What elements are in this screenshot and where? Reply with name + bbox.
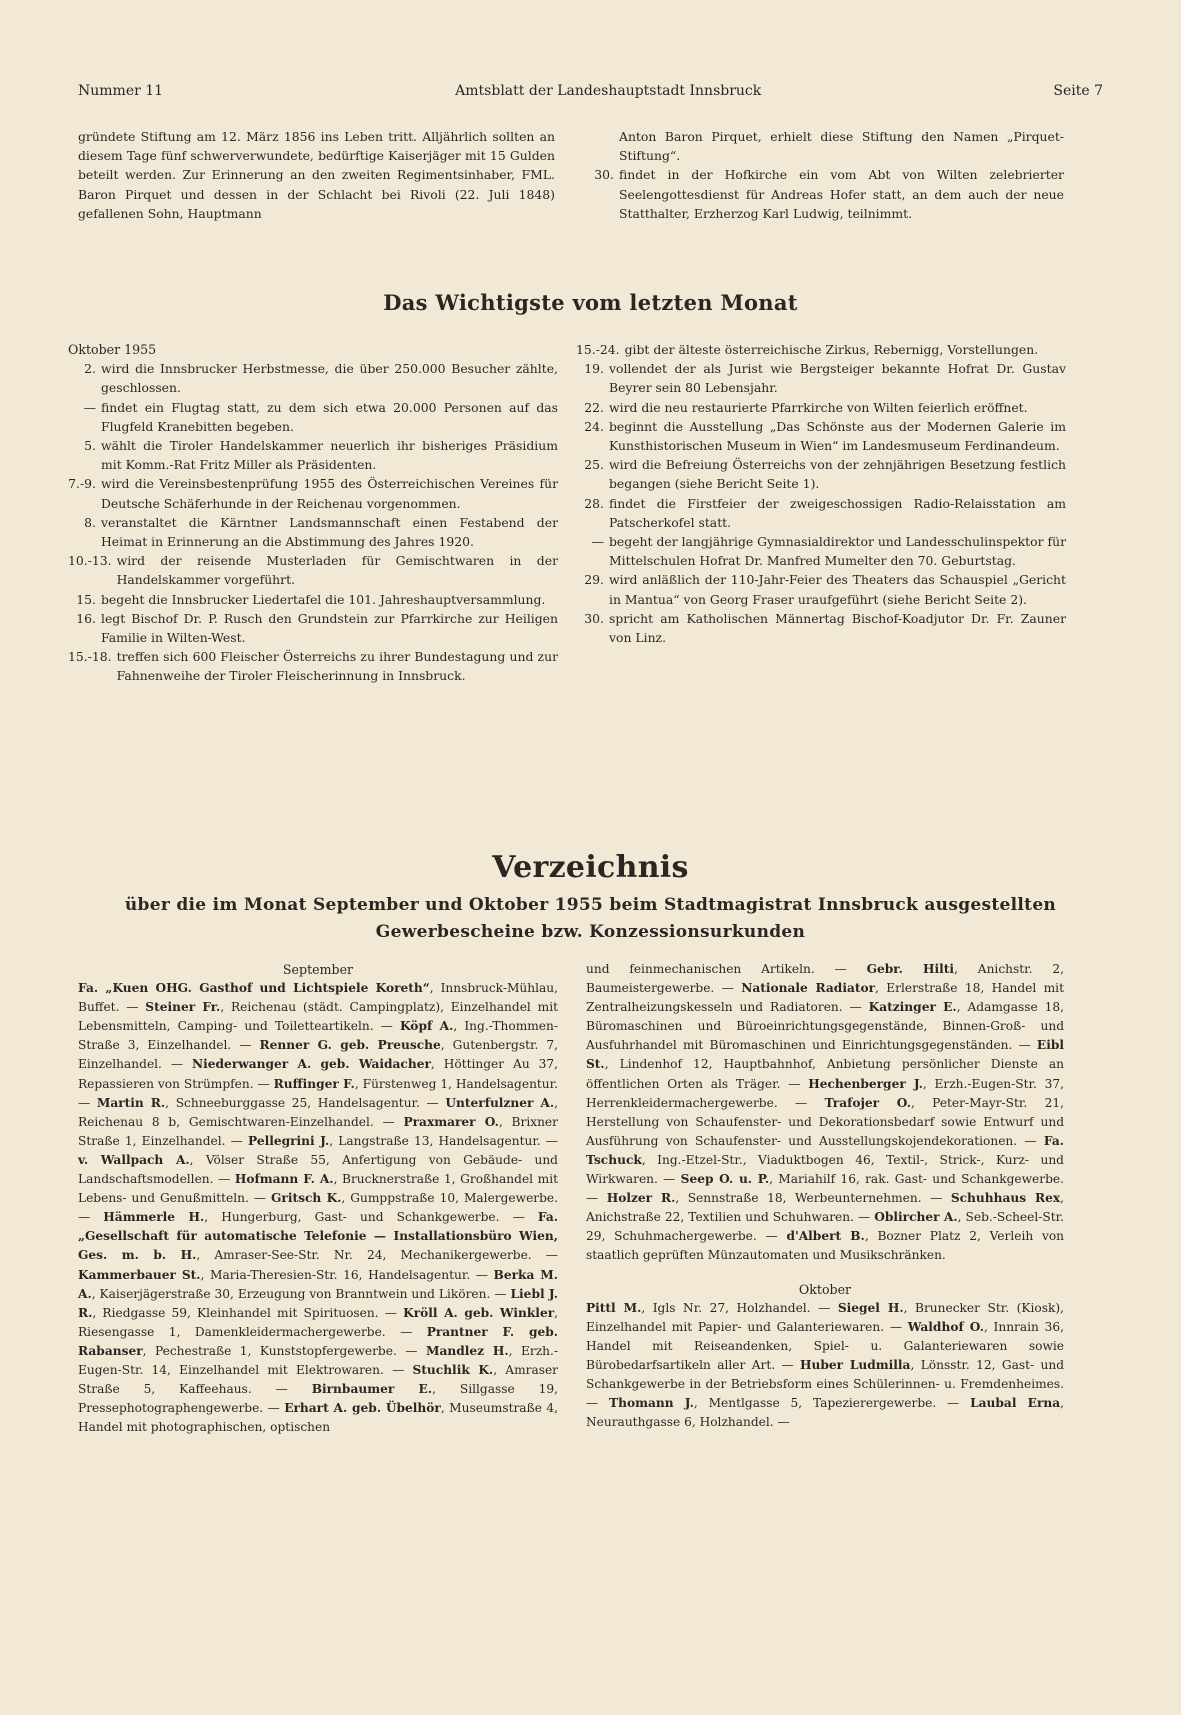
license-details: , Riesengasse 1, Damenkleidermachergewerbe. — — [78, 1305, 558, 1339]
wichtigste-left-column — [68, 340, 558, 686]
event-date: 19. — [584, 361, 604, 377]
event-date: 15.-18. — [68, 649, 112, 665]
event-date: 22. — [584, 399, 604, 415]
license-holder-name: Gebr. Hilti — [866, 962, 955, 976]
event-entry — [68, 513, 558, 551]
license-holder-name: Niederwanger A. geb. Waidacher — [192, 1057, 431, 1072]
event-date: 24. — [584, 418, 604, 434]
license-details: , Seb.-Scheel-Str. 29, Schuhmachergewerbe. — — [586, 1210, 1064, 1244]
event-entry — [68, 436, 558, 474]
event-date: 7.-9. — [68, 476, 96, 492]
event-text: wird anläßlich der 110-Jahr-Feier des Theaters das Schauspiel „Gericht in Mantua“ von Georg Fraser uraufgeführt (siehe Bericht Seite 2). — [609, 572, 1066, 607]
event-entry — [576, 359, 1066, 397]
license-holder-name: Hämmerle H. — [103, 1210, 205, 1225]
license-details: , Innrain 36, Handel mit Reiseandenken, Spiel- u. Galanteriewaren sowie Bürobedarfsartikeln aller Art. — — [586, 1319, 1065, 1372]
september-list-left — [78, 979, 558, 1437]
event-entry — [68, 609, 558, 647]
event-text: legt Bischof Dr. P. Rusch den Grundstein zur Pfarrkirche zur Heiligen Familie in Wilten-West. — [101, 610, 558, 646]
license-holder-name: d'Albert B. — [786, 1229, 865, 1244]
license-holder-name: Unterfulzner A. — [445, 1095, 555, 1110]
license-holder-name: Köpf A. — [399, 1019, 454, 1034]
intro-left-column — [78, 127, 555, 223]
license-holder-name: Oblircher A. — [874, 1210, 958, 1225]
event-entry — [576, 609, 1066, 647]
event-entry — [576, 570, 1066, 608]
license-holder-name: Liebl J. R. — [78, 1286, 558, 1320]
license-details: , Amraser Straße 5, Kaffeehaus. — — [78, 1362, 559, 1397]
license-details: , Innsbruck-Mühlau, Buffet. — — [78, 981, 559, 1015]
page-header — [78, 80, 1103, 102]
license-holder-name: Laubal Erna — [970, 1396, 1061, 1411]
page-number: Seite 7 — [1053, 83, 1103, 99]
event-text: findet ein Flugtag statt, zu dem sich etwa 20.000 Personen auf das Flugfeld Kranebitten begeben. — [101, 399, 558, 434]
event-entry — [68, 590, 558, 609]
event-text: wird die Innsbrucker Herbstmesse, die über 250.000 Besucher zählte, geschlossen. — [101, 361, 558, 396]
license-holder-name: Thomann J. — [609, 1396, 694, 1411]
event-date: 30. — [584, 610, 604, 626]
event-text: veranstaltet die Kärntner Landsmannschaft einen Festabend der Heimat in Erinnerung an die Abstimmung des Jahres 1920. — [101, 514, 558, 550]
license-details: , Ing.-Etzel-Str., Viaduktbogen 46, Textil-, Strick-, Kurz- und Wirkwaren. — — [586, 1152, 1064, 1187]
license-details: , Reichenau (städt. Campingplatz), Einzelhandel mit Lebensmitteln, Camping- und Toiletteartikeln. — — [78, 1000, 558, 1034]
license-details: , Schneeburggasse 25, Handelsagentur. — — [165, 1095, 446, 1110]
event-text: findet die Firstfeier der zweigeschossigen Radio-Relaisstation am Patscherkofel statt. — [609, 495, 1066, 530]
event-date: 29. — [584, 572, 604, 588]
license-details: , Bozner Platz 2, Verleih von staatlich geprüften Münzautomaten und Musikschränken. — [586, 1229, 1065, 1263]
license-details: , Riedgasse 59, Kleinhandel mit Spirituosen. — — [92, 1305, 404, 1320]
license-holder-name: Kröll A. geb. Winkler — [403, 1305, 555, 1320]
license-holder-name: Ruffinger F. — [273, 1076, 355, 1091]
license-holder-name: Hofmann F. A. — [234, 1172, 334, 1187]
license-holder-name: Fa. „Kuen OHG. Gasthof und Lichtspiele Koreth“ — [78, 981, 430, 996]
event-date: 16. — [76, 610, 96, 626]
wichtigste-left-list — [68, 359, 558, 685]
license-details: , Erzh.-Eugen-Str. 14, Einzelhandel mit Elektrowaren. — — [78, 1343, 559, 1377]
license-holder-name: Gritsch K. — [271, 1191, 342, 1206]
license-holder-name: Renner G. geb. Preusche — [259, 1038, 441, 1053]
event-date: 28. — [584, 495, 604, 511]
event-entry — [576, 532, 1066, 570]
license-details: , Hungerburg, Gast- und Schankgewerbe. — — [204, 1210, 538, 1225]
license-details: , Brixner Straße 1, Einzelhandel. — — [78, 1114, 558, 1148]
section-title-verzeichnis: Verzeichnis — [492, 850, 689, 885]
event-text: begeht der langjährige Gymnasialdirektor und Landesschulinspektor für Mittelschulen Hofrat Dr. Manfred Mumelter den 70. Geburtstag. — [609, 534, 1066, 569]
wichtigste-right-column — [576, 340, 1066, 647]
license-details: , Erzh.-Eugen-Str. 37, Herrenkleidermachergewerbe. — — [586, 1076, 1064, 1110]
license-holder-name: Waldhof O. — [907, 1319, 984, 1334]
license-holder-name: Pellegrini J. — [248, 1133, 330, 1148]
license-holder-name: Praxmarer O. — [403, 1114, 499, 1129]
license-holder-name: Pittl M. — [586, 1300, 642, 1315]
intro-right-text-1: Anton Baron Pirquet, erhielt diese Stiftung den Namen „Pirquet-Stiftung“. — [619, 129, 1064, 164]
license-details: , Peter-Mayr-Str. 21, Herstellung von Schaufenster- und Dekorationsbedarf sowie Entwurf und Ausführung von Schaufenster- und Ausstellungskojendekorationen. — — [586, 1095, 1065, 1148]
event-entry — [68, 551, 558, 589]
license-holder-name: Trafojer O. — [824, 1095, 911, 1110]
event-date: — — [83, 399, 96, 415]
event-entry — [68, 474, 558, 512]
license-holder-name: Martin R. — [96, 1095, 166, 1110]
license-holder-name: Fa. „Gesellschaft für automatische Telefonie — Installationsbüro Wien, Ges. m. b. H. — [78, 1210, 559, 1263]
oktober-heading: Oktober — [798, 1281, 852, 1297]
event-text: vollendet der als Jurist wie Bergsteiger bekannte Hofrat Dr. Gustav Beyrer sein 80 Lebensjahr. — [609, 361, 1066, 396]
event-date: — — [591, 534, 604, 550]
event-text: wird der reisende Musterladen für Gemischtwaren in der Handelskammer vorgeführt. — [116, 553, 558, 588]
license-details: , Gumppstraße 10, Malergewerbe. — — [78, 1191, 558, 1225]
publication-title: Amtsblatt der Landeshauptstadt Innsbruck — [455, 83, 762, 99]
license-details: , Erlerstraße 18, Handel mit Zentralheizungskesseln und Radiatoren. — — [586, 981, 1064, 1015]
license-holder-name: Holzer R. — [606, 1191, 676, 1206]
license-details: , Mentlgasse 5, Tapezierergewerbe. — — [693, 1396, 971, 1411]
license-holder-name: Mandlez H. — [425, 1343, 509, 1358]
event-entry — [68, 647, 558, 685]
intro-right-entry — [586, 165, 1064, 223]
license-holder-name: Fa. Tschuck — [586, 1133, 1064, 1167]
license-details: , Brunecker Str. (Kiosk), Einzelhandel mit Papier- und Galanteriewaren. — — [586, 1300, 1064, 1334]
license-details: , Gutenbergstr. 7, Einzelhandel. — — [78, 1038, 558, 1072]
event-date: 25. — [584, 457, 604, 473]
license-details: , Neurauthgasse 6, Holzhandel. — — [586, 1396, 1064, 1430]
event-date: 15. — [76, 591, 96, 607]
event-entry — [576, 417, 1066, 455]
event-text: begeht die Innsbrucker Liedertafel die 101. Jahreshauptversammlung. — [101, 591, 546, 607]
event-date: 15.-24. — [576, 342, 620, 357]
license-holder-name: Seep O. u. P. — [680, 1172, 770, 1187]
license-details: , Museumstraße 4, Handel mit photographischen, optischen — [78, 1401, 558, 1435]
license-holder-name: Stuchlik K. — [412, 1362, 494, 1377]
event-entry — [68, 398, 558, 436]
section-title-wichtigste: Das Wichtigste vom letzten Monat — [383, 290, 798, 315]
verzeichnis-subtitle-1: über die im Monat September und Oktober 1955 beim Stadtmagistrat Innsbruck ausgestellten — [124, 895, 1057, 915]
license-details: , Höttinger Au 37, Repassieren von Strümpfen. — — [78, 1057, 558, 1091]
license-details: , Fürstenweg 1, Handelsagentur. — — [78, 1076, 559, 1110]
license-holder-name: Berka M. A. — [78, 1267, 559, 1301]
verzeichnis-right-column — [586, 960, 1064, 1432]
license-details: , Völser Straße 55, Anfertigung von Gebäude- und Landschaftsmodellen. — — [78, 1152, 558, 1187]
verzeichnis-left-column — [78, 960, 558, 1437]
license-details: , Ing.-Thommen-Straße 3, Einzelhandel. — — [78, 1019, 558, 1053]
license-holder-name: Birnbaumer E. — [311, 1382, 433, 1397]
wichtigste-right-list — [576, 340, 1066, 647]
license-holder-name: Prantner F. geb. Rabanser — [78, 1324, 558, 1358]
license-details: , Brucknerstraße 1, Großhandel mit Lebens- und Genußmitteln. — — [78, 1172, 558, 1206]
event-entry — [576, 455, 1066, 493]
entry-day: 30. — [594, 167, 614, 183]
license-holder-name: Nationale Radiator — [741, 981, 876, 996]
license-details: , Maria-Theresien-Str. 16, Handelsagentur. — — [200, 1267, 494, 1282]
intro-left-text: gründete Stiftung am 12. März 1856 ins Leben tritt. Alljährlich sollten an diesem Tage fünf schwerverwundete, bedürftige Kaiserjäger mit 15 Gulden beteilt werden. Zur Erinnerung an den zweiten Regimentsinhaber, FML. Baron Pirquet und dessen in der Schlacht bei Rivoli (22. Juli 1848) gefallenen Sohn, Hauptmann — [78, 129, 555, 221]
license-holder-name: Schuhhaus Rex — [950, 1191, 1061, 1206]
license-details: , Pechestraße 1, Kunststopfergewerbe. — — [142, 1343, 426, 1358]
oktober-list — [586, 1299, 1064, 1433]
license-holder-name: Eibl St. — [586, 1038, 1064, 1072]
license-details: , Amraser-See-Str. Nr. 24, Mechanikergewerbe. — — [196, 1248, 558, 1263]
license-details: , Anichstraße 22, Textilien und Schuhwaren. — — [586, 1191, 1065, 1225]
event-date: 10.-13. — [68, 553, 112, 569]
license-holder-name: Steiner Fr. — [145, 1000, 221, 1015]
event-text: beginnt die Ausstellung „Das Schönste aus der Modernen Galerie im Kunsthistorischen Museum in Wien“ im Landesmuseum Ferdinandeum. — [609, 418, 1066, 454]
entry-text: findet in der Hofkirche ein vom Abt von Wilten zelebrierter Seelengottesdienst für Andreas Hofer statt, an dem auch der neue Statthalter, Erzherzog Karl Ludwig, teilnimmt. — [619, 167, 1064, 221]
event-text: spricht am Katholischen Männertag Bischof-Koadjutor Dr. Fr. Zauner von Linz. — [609, 610, 1066, 646]
license-details: , Lönsstr. 12, Gast- und Schankgewerbe in der Betriebsform eines Schülerinnen- u. Fremdenheimes. — — [586, 1357, 1064, 1411]
license-holder-name: Kammerbauer St. — [78, 1267, 201, 1282]
license-details: , Reichenau 8 b, Gemischtwaren-Einzelhandel. — — [78, 1095, 558, 1129]
license-details: , Kaiserjägerstraße 30, Erzeugung von Branntwein und Likören. — — [91, 1286, 511, 1301]
event-date: 8. — [84, 514, 96, 530]
license-holder-name: Erhart A. geb. Übelhör — [284, 1401, 441, 1416]
event-date: 5. — [84, 438, 96, 454]
license-holder-name: Katzinger E. — [868, 1000, 957, 1015]
license-holder-name: v. Wallpach A. — [78, 1152, 190, 1167]
event-text: wird die neu restaurierte Pfarrkirche von Wilten feierlich eröffnet. — [609, 399, 1028, 415]
event-entry — [576, 494, 1066, 532]
license-details: , Sillgasse 19, Pressephotographengewerbe. — — [78, 1382, 558, 1416]
license-holder-name: Huber Ludmilla — [800, 1357, 911, 1372]
license-details: , Langstraße 13, Handelsagentur. — — [329, 1133, 558, 1148]
event-entry — [68, 359, 558, 397]
license-details: , Anichstr. 2, Baumeistergewerbe. — — [586, 962, 1064, 996]
event-text: treffen sich 600 Fleischer Österreichs zu ihrer Bundestagung und zur Fahnenweihe der Tiroler Fleischerinnung in Innsbruck. — [116, 649, 558, 684]
license-holder-name: Siegel H. — [837, 1300, 904, 1315]
event-entry — [576, 340, 1066, 359]
intro-right-column — [586, 127, 1064, 223]
license-details: , Mariahilf 16, rak. Gast- und Schankgewerbe. — — [586, 1172, 1064, 1206]
month-heading: Oktober 1955 — [68, 342, 157, 357]
event-date: 2. — [84, 361, 96, 377]
september-heading: September — [282, 962, 354, 977]
license-details: , Adamgasse 18, Büromaschinen und Büroeinrichtungsgegenstände, Binnen-Groß- und Ausfuhrhandel mit Büromaschinen und Einrichtungsgegenständen. — — [586, 1000, 1064, 1053]
event-text: wird die Befreiung Österreichs von der zehnjährigen Besetzung festlich begangen (siehe Bericht Seite 1). — [609, 457, 1066, 492]
license-holder-name: Hechenberger J. — [808, 1076, 923, 1091]
verzeichnis-subtitle-2: Gewerbescheine bzw. Konzessionsurkunden — [375, 922, 806, 942]
license-details: , Sennstraße 18, Werbeunternehmen. — — [675, 1191, 951, 1206]
license-details: , Lindenhof 12, Hauptbahnhof, Anbietung persönlicher Dienste an öffentlichen Orten als Träger. — — [586, 1057, 1064, 1091]
issue-number: Nummer 11 — [78, 83, 164, 99]
event-text: wird die Vereinsbestenprüfung 1955 des Österreichischen Vereines für Deutsche Schäferhunde in der Reichenau vorgenommen. — [101, 476, 558, 511]
september-list-right — [586, 960, 1064, 1266]
license-details: , Igls Nr. 27, Holzhandel. — — [641, 1300, 838, 1315]
event-text: wählt die Tiroler Handelskammer neuerlich ihr bisheriges Präsidium mit Komm.-Rat Fritz Miller als Präsidenten. — [101, 438, 558, 473]
license-details: und feinmechanischen Artikeln. — — [586, 962, 867, 976]
event-text: gibt der älteste österreichische Zirkus, Rebernigg, Vorstellungen. — [624, 342, 1039, 357]
event-entry — [576, 398, 1066, 417]
